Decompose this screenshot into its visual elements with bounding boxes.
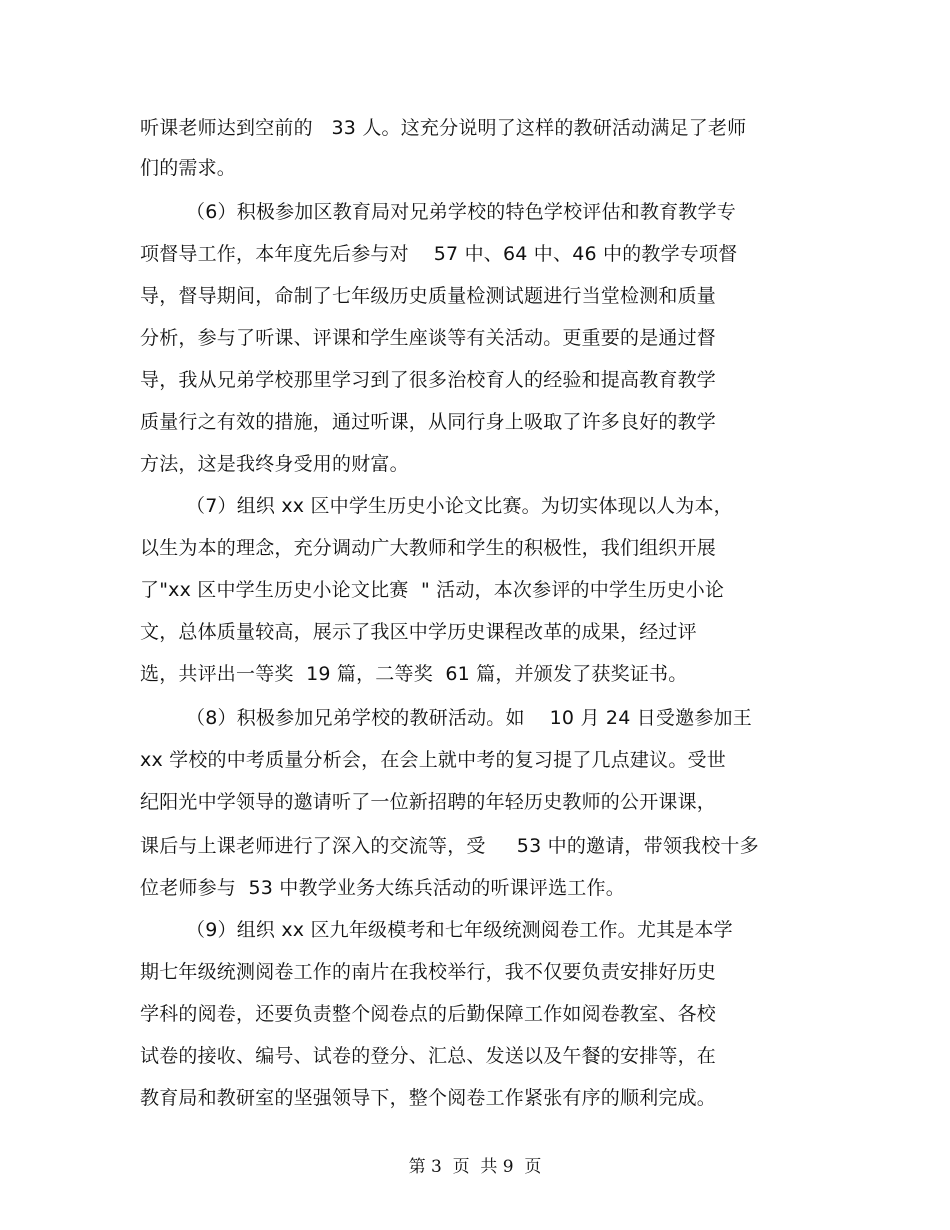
text-line: 教育局和教研室的坚强领导下，整个阅卷工作紧张有序的顺利完成。 bbox=[140, 1087, 717, 1109]
text-line: 项督导工作，本年度先后参与对 57 中、64 中、46 中的教学专项督 bbox=[140, 243, 738, 265]
text-line: 位老师参与 53 中教学业务大练兵活动的听课评选工作。 bbox=[140, 877, 625, 899]
paragraph-7-first-line: （7）组织 xx 区中学生历史小论文比赛。为切实体现以人为本， bbox=[186, 495, 733, 517]
text-line: 分析，参与了听课、评课和学生座谈等有关活动。更重要的是通过督 bbox=[140, 327, 717, 349]
text-line: 导，督导期间，命制了七年级历史质量检测试题进行当堂检测和质量 bbox=[140, 285, 717, 307]
text-line: 听课老师达到空前的 33 人。这充分说明了这样的教研活动满足了老师 bbox=[140, 117, 747, 139]
text-line: 了"xx 区中学生历史小论文比赛 " 活动，本次参评的中学生历史小论 bbox=[140, 579, 725, 601]
paragraph-8-first-line: （8）积极参加兄弟学校的教研活动。如 10 月 24 日受邀参加王 bbox=[186, 707, 752, 729]
text-line: 质量行之有效的措施，通过听课，从同行身上吸取了许多良好的教学 bbox=[140, 411, 717, 433]
text-line: 们的需求。 bbox=[140, 157, 237, 179]
paragraph-9-first-line: （9）组织 xx 区九年级模考和七年级统测阅卷工作。尤其是本学 bbox=[186, 919, 733, 941]
text-line: 期七年级统测阅卷工作的南片在我校举行，我不仅要负责安排好历史 bbox=[140, 961, 717, 983]
text-line: xx 学校的中考质量分析会，在会上就中考的复习提了几点建议。受世 bbox=[140, 749, 726, 771]
text-line: 试卷的接收、编号、试卷的登分、汇总、发送以及午餐的安排等，在 bbox=[140, 1045, 717, 1067]
text-line: 导，我从兄弟学校那里学习到了很多治校育人的经验和提高教育教学 bbox=[140, 369, 717, 391]
text-line: 选，共评出一等奖 19 篇，二等奖 61 篇，并颁发了获奖证书。 bbox=[140, 663, 688, 685]
text-line: 以生为本的理念，充分调动广大教师和学生的积极性，我们组织开展 bbox=[140, 537, 717, 559]
text-line: 纪阳光中学领导的邀请听了一位新招聘的年轻历史教师的公开课课， bbox=[140, 791, 717, 813]
paragraph-6-first-line: （6）积极参加区教育局对兄弟学校的特色学校评估和教育教学专 bbox=[186, 201, 736, 223]
text-line: 学科的阅卷，还要负责整个阅卷点的后勤保障工作如阅卷教室、各校 bbox=[140, 1003, 717, 1025]
text-line: 文，总体质量较高，展示了我区中学历史课程改革的成果，经过评 bbox=[140, 621, 697, 643]
text-line: 课后与上课老师进行了深入的交流等，受 53 中的邀请，带领我校十多 bbox=[140, 835, 759, 857]
page-number-footer: 第 3 页 共 9 页 bbox=[408, 1157, 542, 1177]
text-line: 方法，这是我终身受用的财富。 bbox=[140, 453, 409, 475]
